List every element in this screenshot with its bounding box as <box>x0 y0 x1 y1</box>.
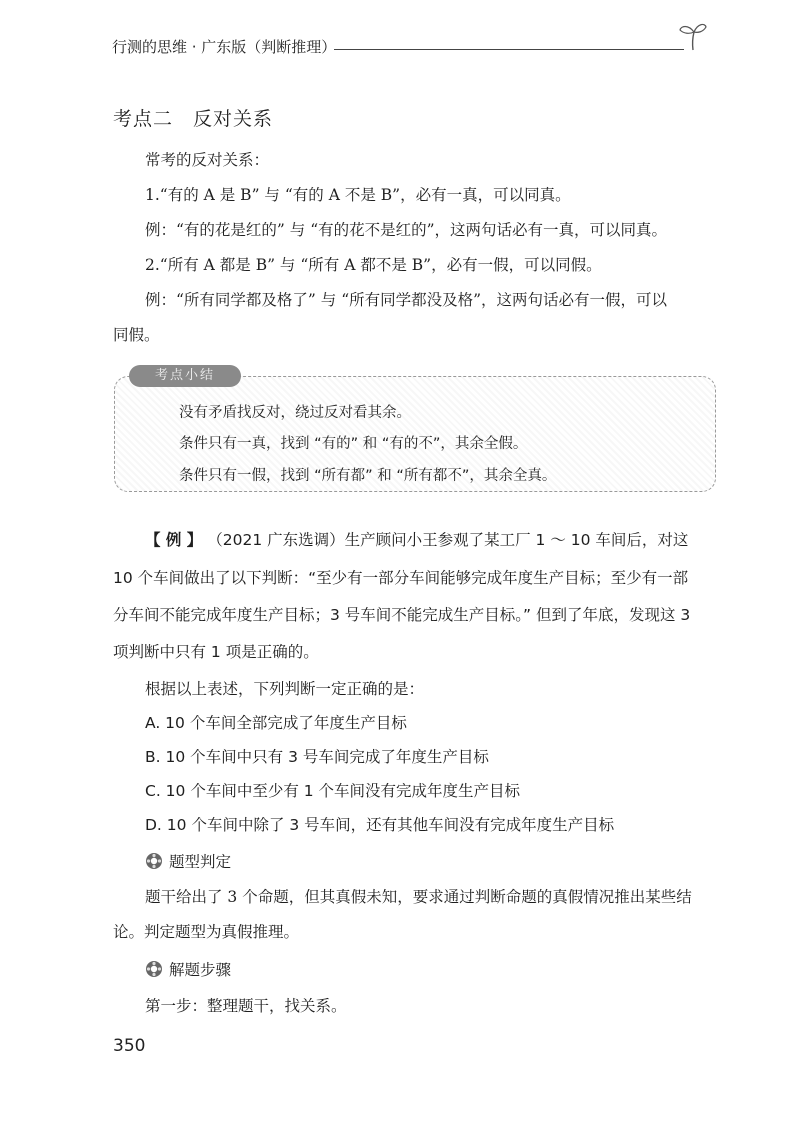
example-text: （2021 广东选调）生产顾问小王参观了某工厂 1 ～ 10 车间后，对这 <box>207 531 689 549</box>
type-judgment-line: 题干给出了 3 个命题，但其真假未知，要求通过判断命题的真假情况推出某些结 <box>145 888 692 906</box>
summary-line: 没有矛盾找反对，绕过反对看其余。 <box>179 405 411 421</box>
type-judgment-heading <box>145 850 231 872</box>
example-line: 项判断中只有 1 项是正确的。 <box>113 643 319 661</box>
body-line: 同假。 <box>113 326 160 344</box>
example-question: 根据以上表述，下列判断一定正确的是： <box>145 680 425 698</box>
header-rule <box>334 49 684 50</box>
solution-heading <box>145 958 231 980</box>
example-first-line <box>145 528 688 550</box>
option-b: B. 10 个车间中只有 3 号车间完成了年度生产目标 <box>145 748 489 766</box>
body-line: 1.“有的 A 是 B” 与 “有的 A 不是 B”，必有一真，可以同真。 <box>145 186 571 204</box>
body-line: 2.“所有 A 都是 B” 与 “所有 A 都不是 B”，必有一假，可以同假。 <box>145 256 602 274</box>
type-judgment-line: 论。判定题型为真假推理。 <box>113 923 300 941</box>
solution-step: 第一步：整理题干，找关系。 <box>145 997 347 1015</box>
option-a: A. 10 个车间全部完成了年度生产目标 <box>145 714 407 732</box>
summary-badge: 考点小结 <box>129 365 241 387</box>
option-d: D. 10 个车间中除了 3 号车间，还有其他车间没有完成年度生产目标 <box>145 816 615 834</box>
summary-box <box>114 368 716 492</box>
body-line: 例：“有的花是红的” 与 “有的花不是红的”，这两句话必有一真，可以同真。 <box>145 221 668 239</box>
page-number: 350 <box>113 1036 146 1056</box>
option-c: C. 10 个车间中至少有 1 个车间没有完成年度生产目标 <box>145 782 521 800</box>
body-line: 常考的反对关系： <box>145 151 270 169</box>
summary-line: 条件只有一假，找到 “所有都” 和 “所有都不”，其余全真。 <box>179 468 557 484</box>
example-line: 分车间不能完成年度生产目标；3 号车间不能完成生产目标。” 但到了年底，发现这 3 <box>113 606 691 624</box>
body-line: 例：“所有同学都及格了” 与 “所有同学都没及格”，这两句话必有一假，可以 <box>145 291 668 309</box>
example-line: 10 个车间做出了以下判断：“至少有一部分车间能够完成年度生产目标；至少有一部 <box>113 569 689 587</box>
flower-bullet-icon <box>145 960 163 978</box>
example-label: 【 例 】 <box>145 531 203 549</box>
sprout-icon <box>678 20 708 52</box>
type-judgment-title: 题型判定 <box>169 853 232 871</box>
section-title: 考点二 反对关系 <box>113 108 274 130</box>
solution-title: 解题步骤 <box>169 961 232 979</box>
flower-bullet-icon <box>145 852 163 870</box>
header-title: 行测的思维 · 广东版（判断推理） <box>112 38 337 56</box>
running-header <box>112 36 702 66</box>
summary-line: 条件只有一真，找到 “有的” 和 “有的不”，其余全假。 <box>179 436 528 452</box>
